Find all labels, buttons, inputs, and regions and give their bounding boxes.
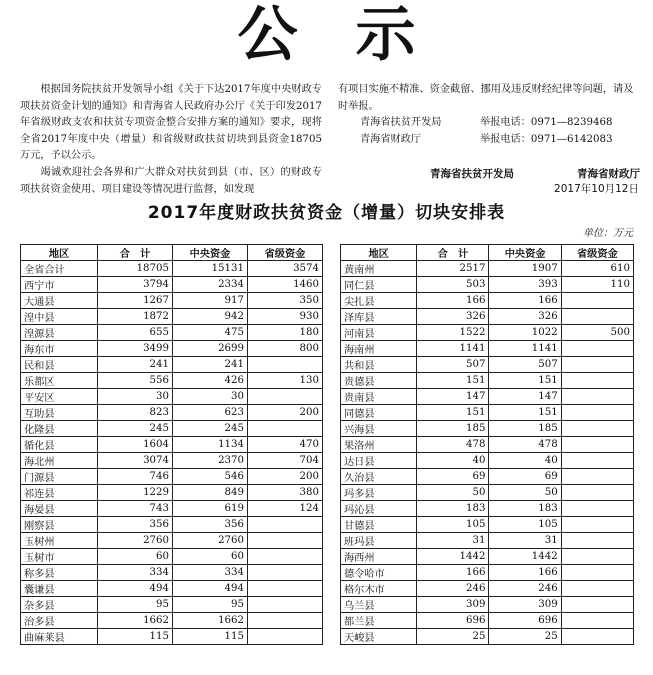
amount-cell: 1442 [417, 549, 489, 565]
amount-cell: 40 [417, 453, 489, 469]
amount-cell: 942 [173, 309, 248, 325]
amount-cell: 2517 [417, 261, 489, 277]
amount-cell: 110 [561, 277, 633, 293]
amount-cell: 151 [417, 373, 489, 389]
amount-cell: 3499 [98, 341, 173, 357]
table-row [21, 373, 323, 389]
amount-cell: 478 [489, 437, 561, 453]
notice-right-column [338, 82, 638, 148]
region-cell: 乐都区 [21, 373, 98, 389]
amount-cell: 309 [489, 597, 561, 613]
amount-cell [561, 341, 633, 357]
header-total: 合 计 [417, 245, 489, 261]
amount-cell: 1134 [173, 437, 248, 453]
amount-cell: 246 [417, 581, 489, 597]
sign-date: 2017年10月12日 [554, 183, 639, 195]
amount-cell: 1604 [98, 437, 173, 453]
amount-cell: 1662 [98, 613, 173, 629]
table-row [21, 405, 323, 421]
region-cell: 同仁县 [341, 277, 417, 293]
amount-cell: 1460 [248, 277, 323, 293]
table-header-row [21, 245, 323, 261]
amount-cell [561, 581, 633, 597]
amount-cell [561, 517, 633, 533]
amount-cell: 1229 [98, 485, 173, 501]
table-row [341, 485, 634, 501]
amount-cell: 151 [489, 373, 561, 389]
amount-cell: 623 [173, 405, 248, 421]
amount-cell: 105 [417, 517, 489, 533]
amount-cell: 849 [173, 485, 248, 501]
amount-cell [248, 629, 323, 645]
amount-cell: 1662 [173, 613, 248, 629]
table-unit: 单位：万元 [583, 228, 633, 239]
amount-cell [248, 597, 323, 613]
amount-cell: 326 [489, 309, 561, 325]
amount-cell: 334 [173, 565, 248, 581]
header-total: 合 计 [98, 245, 173, 261]
amount-cell: 1022 [489, 325, 561, 341]
amount-cell: 15131 [173, 261, 248, 277]
allocation-table-right [340, 244, 634, 645]
region-cell: 湟中县 [21, 309, 98, 325]
amount-cell: 917 [173, 293, 248, 309]
table-row [341, 325, 634, 341]
table-row [21, 549, 323, 565]
amount-cell [561, 565, 633, 581]
region-cell: 治多县 [21, 613, 98, 629]
region-cell: 乌兰县 [341, 597, 417, 613]
amount-cell [561, 389, 633, 405]
region-cell: 大通县 [21, 293, 98, 309]
amount-cell: 69 [417, 469, 489, 485]
table-row [341, 405, 634, 421]
table-row [21, 629, 323, 645]
region-cell: 西宁市 [21, 277, 98, 293]
allocation-table-left [20, 244, 323, 645]
amount-cell: 743 [98, 501, 173, 517]
region-cell: 同德县 [341, 405, 417, 421]
region-cell: 格尔木市 [341, 581, 417, 597]
amount-cell: 241 [98, 357, 173, 373]
amount-cell: 619 [173, 501, 248, 517]
table-row [21, 341, 323, 357]
table-row [341, 261, 634, 277]
table-row [341, 581, 634, 597]
region-cell: 平安区 [21, 389, 98, 405]
region-cell: 循化县 [21, 437, 98, 453]
table-row [21, 517, 323, 533]
amount-cell [561, 421, 633, 437]
header-provincial-funds: 省级资金 [248, 245, 323, 261]
table-row [21, 437, 323, 453]
amount-cell: 326 [417, 309, 489, 325]
notice-left-column [20, 82, 322, 198]
table-title: 2017年度财政扶贫资金（增量）切块安排表 [147, 203, 506, 223]
amount-cell: 503 [417, 277, 489, 293]
region-cell: 果洛州 [341, 437, 417, 453]
amount-cell: 2760 [173, 533, 248, 549]
table-row [21, 565, 323, 581]
amount-cell: 494 [173, 581, 248, 597]
amount-cell: 356 [173, 517, 248, 533]
table-row [21, 581, 323, 597]
table-row [21, 309, 323, 325]
amount-cell [561, 533, 633, 549]
amount-cell: 166 [417, 293, 489, 309]
amount-cell: 31 [417, 533, 489, 549]
amount-cell: 200 [248, 405, 323, 421]
amount-cell: 1907 [489, 261, 561, 277]
amount-cell [561, 453, 633, 469]
amount-cell: 124 [248, 501, 323, 517]
table-row [21, 325, 323, 341]
table-row [341, 469, 634, 485]
amount-cell: 1522 [417, 325, 489, 341]
amount-cell: 507 [417, 357, 489, 373]
table-row [21, 421, 323, 437]
table-row [21, 453, 323, 469]
amount-cell: 507 [489, 357, 561, 373]
table-row [21, 261, 323, 277]
region-cell: 达日县 [341, 453, 417, 469]
header-central-funds: 中央资金 [173, 245, 248, 261]
region-cell: 海西州 [341, 549, 417, 565]
table-row [341, 565, 634, 581]
amount-cell: 40 [489, 453, 561, 469]
amount-cell [561, 597, 633, 613]
table-row [341, 517, 634, 533]
table-row [21, 469, 323, 485]
amount-cell [561, 549, 633, 565]
region-cell: 天峻县 [341, 629, 417, 645]
region-cell: 都兰县 [341, 613, 417, 629]
contact-org: 青海省扶贫开发局 [360, 117, 442, 129]
amount-cell: 60 [98, 549, 173, 565]
contact-row [338, 115, 638, 132]
region-cell: 化隆县 [21, 421, 98, 437]
signers [430, 166, 640, 181]
amount-cell: 556 [98, 373, 173, 389]
amount-cell: 1267 [98, 293, 173, 309]
amount-cell [561, 485, 633, 501]
amount-cell [248, 613, 323, 629]
amount-cell [248, 421, 323, 437]
region-cell: 祁连县 [21, 485, 98, 501]
amount-cell: 50 [489, 485, 561, 501]
amount-cell: 3794 [98, 277, 173, 293]
table-row [341, 453, 634, 469]
region-cell: 海北州 [21, 453, 98, 469]
table-header-row [341, 245, 634, 261]
amount-cell: 610 [561, 261, 633, 277]
amount-cell: 746 [98, 469, 173, 485]
amount-cell: 130 [248, 373, 323, 389]
amount-cell: 241 [173, 357, 248, 373]
region-cell: 门源县 [21, 469, 98, 485]
amount-cell: 356 [98, 517, 173, 533]
table-row [341, 597, 634, 613]
amount-cell: 930 [248, 309, 323, 325]
region-cell: 海晏县 [21, 501, 98, 517]
amount-cell: 350 [248, 293, 323, 309]
table-row [341, 501, 634, 517]
signer-finance-dept: 青海省财政厅 [577, 168, 640, 180]
table-row [21, 597, 323, 613]
amount-cell [248, 533, 323, 549]
region-cell: 兴海县 [341, 421, 417, 437]
region-cell: 曲麻莱县 [21, 629, 98, 645]
amount-cell: 60 [173, 549, 248, 565]
region-cell: 杂多县 [21, 597, 98, 613]
region-cell: 全省合计 [21, 261, 98, 277]
table-row [21, 613, 323, 629]
table-row [341, 549, 634, 565]
contact-org: 青海省财政厅 [360, 133, 422, 145]
amount-cell: 246 [489, 581, 561, 597]
amount-cell: 823 [98, 405, 173, 421]
table-row [341, 437, 634, 453]
amount-cell: 200 [248, 469, 323, 485]
amount-cell: 380 [248, 485, 323, 501]
header-central-funds: 中央资金 [489, 245, 561, 261]
table-row [21, 533, 323, 549]
table-row [341, 277, 634, 293]
table-row [21, 357, 323, 373]
region-cell: 河南县 [341, 325, 417, 341]
amount-cell: 800 [248, 341, 323, 357]
amount-cell: 95 [98, 597, 173, 613]
region-cell: 德令哈市 [341, 565, 417, 581]
amount-cell: 18705 [98, 261, 173, 277]
table-row [341, 533, 634, 549]
table-row [341, 341, 634, 357]
amount-cell [561, 357, 633, 373]
table-row [341, 309, 634, 325]
amount-cell: 245 [98, 421, 173, 437]
region-cell: 泽库县 [341, 309, 417, 325]
table-row [21, 485, 323, 501]
amount-cell [248, 357, 323, 373]
amount-cell [248, 565, 323, 581]
table-row [341, 629, 634, 645]
amount-cell: 309 [417, 597, 489, 613]
region-cell: 玛多县 [341, 485, 417, 501]
table-row [341, 357, 634, 373]
amount-cell: 478 [417, 437, 489, 453]
amount-cell: 105 [489, 517, 561, 533]
amount-cell: 655 [98, 325, 173, 341]
amount-cell: 151 [417, 405, 489, 421]
table-row [21, 293, 323, 309]
table-row [21, 277, 323, 293]
contact-row [338, 132, 638, 149]
region-cell: 贵南县 [341, 389, 417, 405]
region-cell: 贵德县 [341, 373, 417, 389]
region-cell: 互助县 [21, 405, 98, 421]
amount-cell: 166 [489, 565, 561, 581]
table-row [341, 613, 634, 629]
region-cell: 称多县 [21, 565, 98, 581]
amount-cell [561, 309, 633, 325]
amount-cell: 183 [417, 501, 489, 517]
amount-cell [561, 501, 633, 517]
amount-cell: 185 [489, 421, 561, 437]
region-cell: 黄南州 [341, 261, 417, 277]
amount-cell: 704 [248, 453, 323, 469]
amount-cell: 426 [173, 373, 248, 389]
notice-paragraph-1: 根据国务院扶贫开发领导小组《关于下达2017年度中央财政专项扶贫资金计划的通知》和青海省人民政府办公厅《关于印发2017年省级财政支农和扶贫专项资金整合安排方案的通知》要求，现将全省2017年度中央（增量）和省级财政扶贫切块到县资金18705万元，予以公示。 [20, 84, 322, 162]
amount-cell [561, 437, 633, 453]
amount-cell: 334 [98, 565, 173, 581]
header-region: 地区 [341, 245, 417, 261]
amount-cell: 500 [561, 325, 633, 341]
region-cell: 海东市 [21, 341, 98, 357]
region-cell: 刚察县 [21, 517, 98, 533]
amount-cell: 2699 [173, 341, 248, 357]
table-row [21, 501, 323, 517]
amount-cell [248, 581, 323, 597]
notice-paragraph-2: 竭诚欢迎社会各界和广大群众对扶贫到县（市、区）的财政专项扶贫资金使用、项目建设等情况进行监督，如发现 [20, 166, 322, 195]
amount-cell [561, 373, 633, 389]
amount-cell: 30 [173, 389, 248, 405]
amount-cell: 3074 [98, 453, 173, 469]
amount-cell: 245 [173, 421, 248, 437]
amount-cell: 185 [417, 421, 489, 437]
amount-cell: 69 [489, 469, 561, 485]
amount-cell: 475 [173, 325, 248, 341]
header-provincial-funds: 省级资金 [561, 245, 633, 261]
amount-cell: 25 [489, 629, 561, 645]
amount-cell: 166 [417, 565, 489, 581]
amount-cell: 3574 [248, 261, 323, 277]
amount-cell: 1872 [98, 309, 173, 325]
amount-cell: 2760 [98, 533, 173, 549]
amount-cell [248, 517, 323, 533]
region-cell: 玉树市 [21, 549, 98, 565]
amount-cell [561, 613, 633, 629]
amount-cell: 115 [173, 629, 248, 645]
table-row [341, 421, 634, 437]
region-cell: 湟源县 [21, 325, 98, 341]
amount-cell [561, 469, 633, 485]
amount-cell: 1141 [417, 341, 489, 357]
amount-cell: 166 [489, 293, 561, 309]
amount-cell: 147 [489, 389, 561, 405]
region-cell: 久治县 [341, 469, 417, 485]
headline: 公示 [237, 0, 474, 70]
region-cell: 班玛县 [341, 533, 417, 549]
amount-cell: 470 [248, 437, 323, 453]
amount-cell: 31 [489, 533, 561, 549]
notice-continuation: 有项目实施不精准、资金截留、挪用及违反财经纪律等问题，请及时举报。 [338, 84, 634, 112]
amount-cell: 696 [417, 613, 489, 629]
amount-cell: 151 [489, 405, 561, 421]
table-row [21, 389, 323, 405]
region-cell: 民和县 [21, 357, 98, 373]
table-row [341, 293, 634, 309]
contact-phone: 举报电话：0971—8239468 [480, 117, 613, 129]
amount-cell: 95 [173, 597, 248, 613]
amount-cell [561, 293, 633, 309]
amount-cell [561, 405, 633, 421]
amount-cell: 50 [417, 485, 489, 501]
amount-cell: 494 [98, 581, 173, 597]
amount-cell: 147 [417, 389, 489, 405]
region-cell: 玉树州 [21, 533, 98, 549]
region-cell: 海南州 [341, 341, 417, 357]
amount-cell: 183 [489, 501, 561, 517]
region-cell: 共和县 [341, 357, 417, 373]
signer-poverty-bureau: 青海省扶贫开发局 [430, 168, 514, 180]
amount-cell [561, 629, 633, 645]
amount-cell [248, 549, 323, 565]
region-cell: 囊谦县 [21, 581, 98, 597]
amount-cell: 180 [248, 325, 323, 341]
header-region: 地区 [21, 245, 98, 261]
region-cell: 尖扎县 [341, 293, 417, 309]
contact-phone: 举报电话：0971—6142083 [480, 133, 613, 145]
amount-cell: 2370 [173, 453, 248, 469]
amount-cell: 30 [98, 389, 173, 405]
amount-cell: 115 [98, 629, 173, 645]
table-row [341, 389, 634, 405]
amount-cell: 696 [489, 613, 561, 629]
amount-cell: 1141 [489, 341, 561, 357]
amount-cell: 546 [173, 469, 248, 485]
amount-cell: 1442 [489, 549, 561, 565]
amount-cell [248, 389, 323, 405]
region-cell: 甘德县 [341, 517, 417, 533]
amount-cell: 2334 [173, 277, 248, 293]
amount-cell: 25 [417, 629, 489, 645]
region-cell: 玛沁县 [341, 501, 417, 517]
amount-cell: 393 [489, 277, 561, 293]
table-row [341, 373, 634, 389]
